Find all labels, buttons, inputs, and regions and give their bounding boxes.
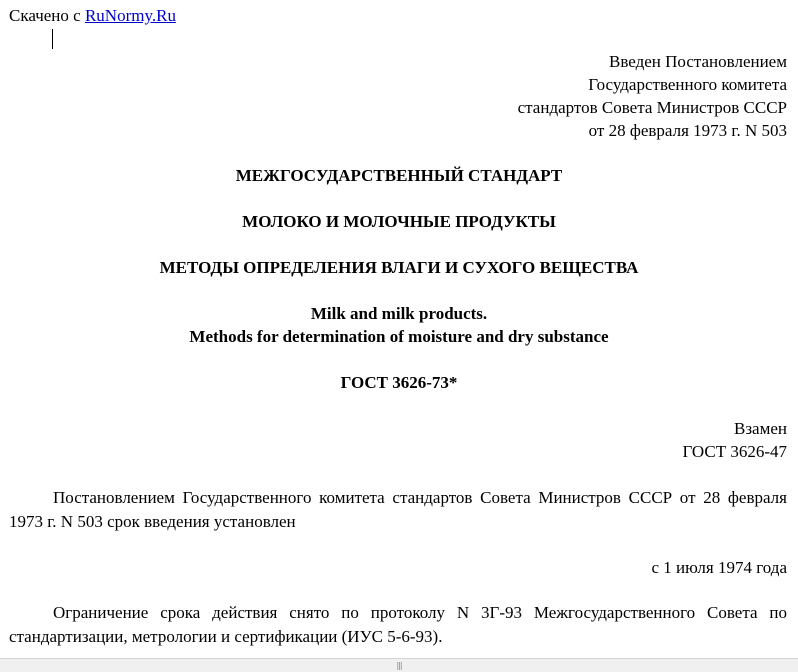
download-source-prefix: Скачено с (9, 6, 81, 25)
decree-paragraph: Постановлением Государственного комитета стандартов Совета Министров СССР от 28 февраля 1973 г. N 503 срок введения установлен (9, 488, 787, 531)
english-title-line-2: Methods for determination of moisture and dry substance (189, 327, 609, 346)
download-source (9, 5, 176, 27)
replacement-label: Взамен (733, 419, 787, 438)
subject-title: МОЛОКО И МОЛОЧНЫЕ ПРОДУКТЫ (242, 212, 556, 231)
limitation-paragraph: Ограничение срока действия снято по протоколу N 3Г-93 Межгосударственного Совета по стандартизации, метрологии и сертификации (ИУС 5-6-93). (9, 603, 787, 646)
standard-type-title: МЕЖГОСУДАРСТВЕННЫЙ СТАНДАРТ (235, 166, 563, 185)
intro-line-2: Государственного комитета (588, 75, 787, 94)
replaced-gost: ГОСТ 3626-47 (682, 442, 787, 461)
runormy-link[interactable]: RuNormy.Ru (84, 6, 176, 25)
effective-date: с 1 июля 1974 года (651, 558, 787, 577)
intro-line-4: от 28 февраля 1973 г. N 503 (588, 121, 787, 140)
status-bar (0, 658, 798, 672)
intro-line-3: стандартов Совета Министров СССР (517, 98, 787, 117)
methods-title: МЕТОДЫ ОПРЕДЕЛЕНИЯ ВЛАГИ И СУХОГО ВЕЩЕСТВА (159, 258, 639, 277)
intro-line-1: Введен Постановлением (609, 52, 787, 71)
text-cursor (52, 29, 53, 49)
resize-grip-icon[interactable]: ||| (396, 661, 402, 670)
english-title-line-1: Milk and milk products. (310, 304, 488, 323)
gost-code: ГОСТ 3626-73* (340, 373, 458, 392)
